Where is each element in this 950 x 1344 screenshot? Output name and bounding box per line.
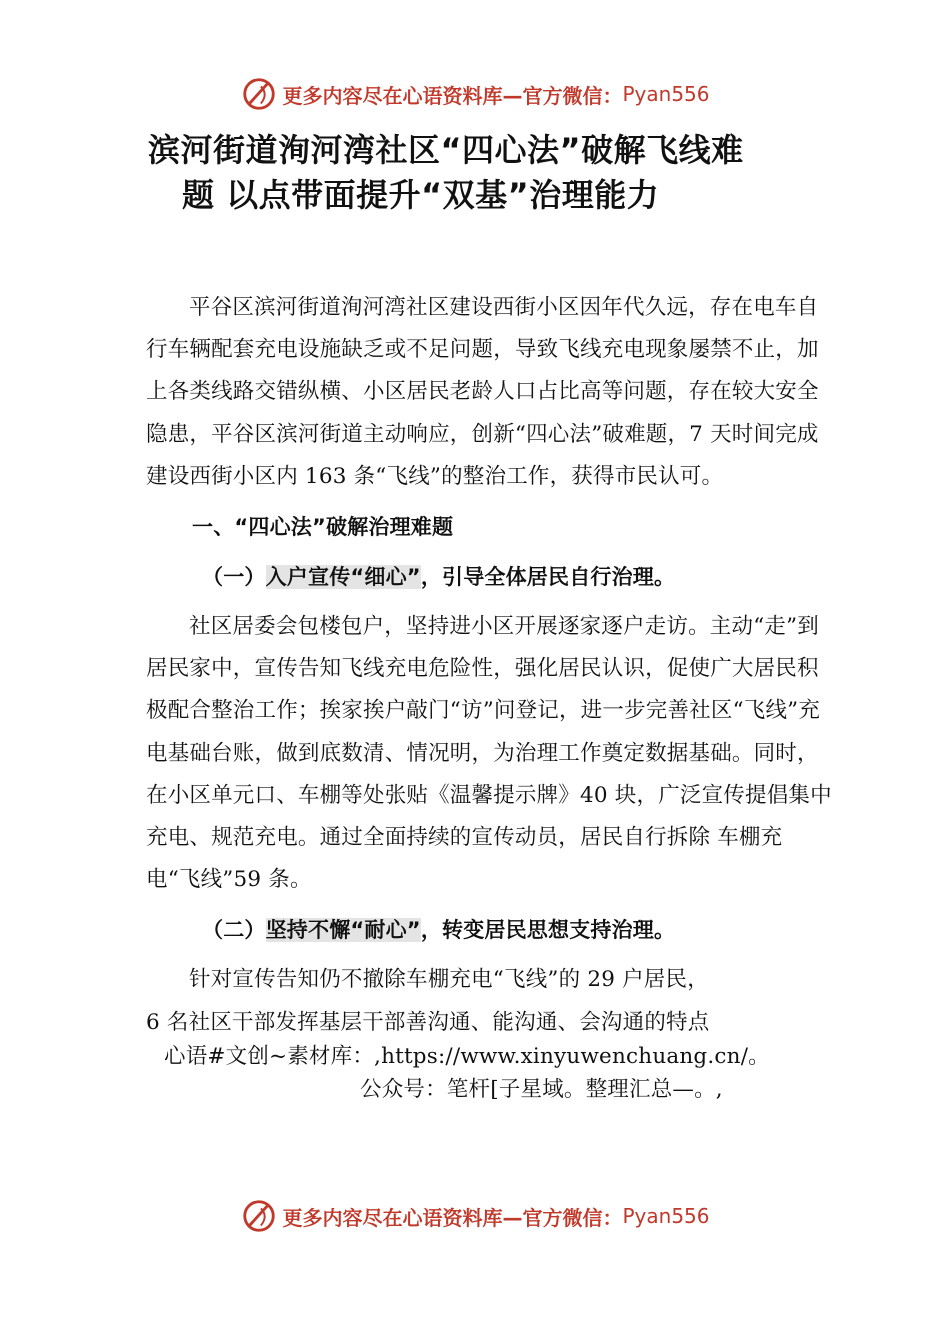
subheading-1 [146,556,836,598]
logo-icon [240,75,278,113]
footer-line-1: 心语#文创~素材库：,https://www.xinyuwenchuang.cn/。 [164,1043,770,1069]
footer-line-2: 公众号：笔杆[子星域。整理汇总—。, [360,1076,723,1102]
banner-wechat: Pyan556 [622,1204,710,1228]
top-banner [0,74,950,114]
paragraph-2-line-2: 6 名社区干部发挥基层干部善沟通、能沟通、会沟通的特点 [146,1009,710,1035]
title-line-2: 题 以点带面提升“双基”治理能力 [182,176,660,214]
subheading-1-highlight: 入户宣传“细心” [265,565,421,590]
intro-paragraph: 平谷区滨河街道洵河湾社区建设西街小区因年代久远，存在电车自行车辆配套充电设施缺乏或不足问题，导致飞线充电现象屡禁不止，加上各类线路交错纵横、小区居民老龄人口占比高等问题，存在较大安全隐患，平谷区滨河街道主动响应，创新“四心法”破难题，7 天时间完成建设西街小区内 163 条“飞线”的整治工作，获得市民认可。 [146,295,819,489]
paragraph-2-line-1: 针对宣传告知仍不撤除车棚充电“飞线”的 29 户居民， [189,967,709,993]
subheading-2 [146,909,836,951]
subheading-2-highlight: 坚持不懈“耐心” [265,918,421,943]
bottom-banner [0,1196,950,1236]
banner-text: 更多内容尽在心语资料库—官方微信： [282,1205,623,1230]
subheading-2-rest: ，转变居民思想支持治理。 [420,918,676,943]
banner-text: 更多内容尽在心语资料库—官方微信： [282,83,623,108]
document-body [146,287,836,1110]
subheading-1-prefix: （一） [202,565,266,590]
document-title [148,128,828,218]
logo-icon [240,1197,278,1235]
subheading-1-rest: ，引导全体居民自行治理。 [420,565,676,590]
paragraph-1: 社区居委会包楼包户，坚持进小区开展逐家逐户走访。主动“走”到居民家中，宣传告知飞线充电危险性，强化居民认识，促使广大居民积极配合整治工作；挨家挨户敲门“访”问登记，进一步完善社区“飞线”充电基础台账，做到底数清、情况明，为治理工作奠定数据基础。同时，在小区单元口、车棚等处张贴《温馨提示牌》40 块，广泛宣传提倡集中充电、规范充电。通过全面持续的宣传动员，居民自行拆除 车棚充电“飞线”59 条。 [146,614,832,893]
banner-wechat: Pyan556 [622,82,710,106]
title-line-1: 滨河街道洵河湾社区“四心法”破解飞线难 [148,131,744,169]
section-heading: 一、“四心法”破解治理难题 [192,515,454,540]
subheading-2-prefix: （二） [202,918,266,943]
